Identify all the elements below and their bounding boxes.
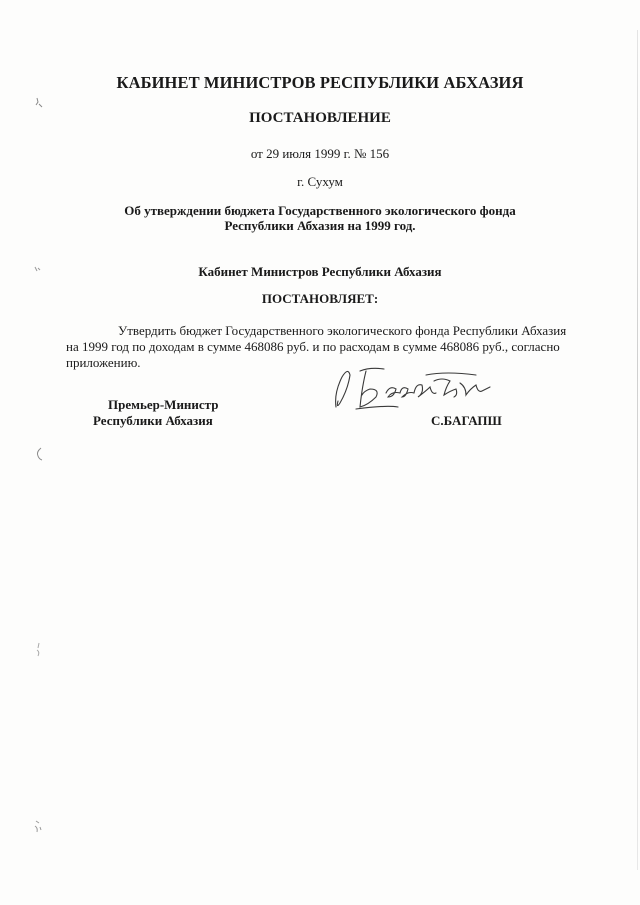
issuer-line: Кабинет Министров Республики Абхазия <box>198 264 442 279</box>
signatory-role-line: Республики Абхазия <box>93 413 213 428</box>
document-type: ПОСТАНОВЛЕНИЕ <box>249 110 391 126</box>
subject-line: Республики Абхазия на 1999 год. <box>224 218 416 233</box>
resolves-heading: ПОСТАНОВЛЯЕТ: <box>261 291 379 306</box>
subject-line: Об утверждении бюджета Государственного экологического фонда <box>124 203 516 218</box>
scan-mark <box>34 446 44 462</box>
document-subject <box>0 203 640 233</box>
body-line: на 1999 год по доходам в сумме 468086 руб. и по расходам в сумме 468086 руб., согласно <box>66 339 560 354</box>
signatory-name: С.БАГАПШ <box>431 413 502 428</box>
scan-mark <box>34 96 44 110</box>
scan-mark <box>34 641 44 659</box>
body-line: приложению. <box>66 355 141 370</box>
signatory-title <box>93 397 219 429</box>
document-date-number: от 29 июля 1999 г. № 156 <box>250 146 390 161</box>
document-city: г. Сухум <box>297 174 343 189</box>
handwritten-signature <box>326 363 526 413</box>
organization-title: КАБИНЕТ МИНИСТРОВ РЕСПУБЛИКИ АБХАЗИЯ <box>116 73 524 92</box>
body-line: Утвердить бюджет Государственного экологического фонда Республики Абхазия <box>118 323 567 338</box>
signatory-role-line: Премьер-Министр <box>108 397 219 412</box>
scan-mark <box>32 818 44 834</box>
